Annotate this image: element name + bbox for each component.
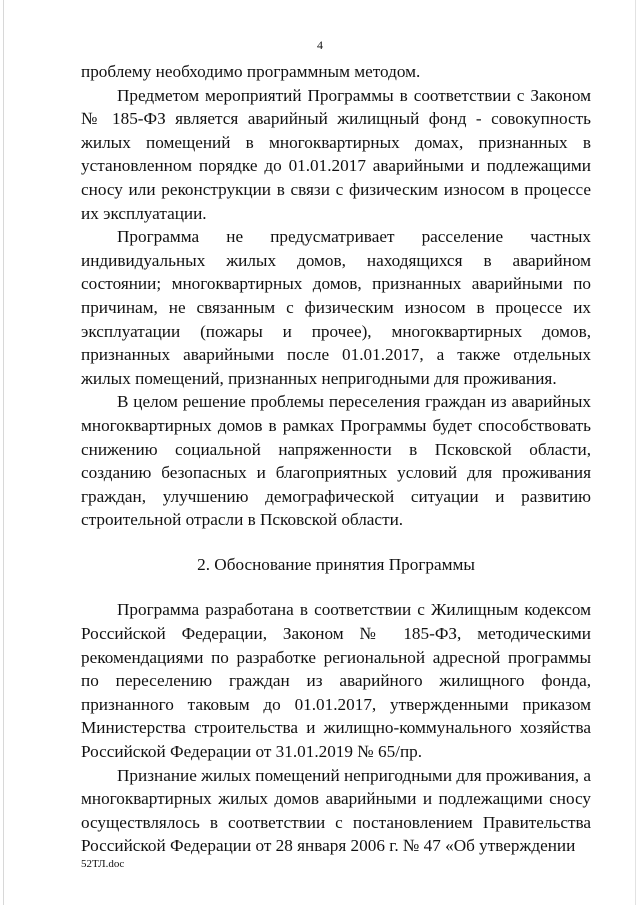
section-heading: 2. Обоснование принятия Программы bbox=[197, 554, 475, 574]
footer-filename: 52ТЛ.doc bbox=[81, 858, 125, 870]
paragraph-subject: Предметом мероприятий Программы в соответствии с Законом № 185-ФЗ является аварийный жилищный фонд - совокупность жилых помещений в многоквартирных домах, признанных в установленном порядке до 01.01.2017 аварийными и подлежащими сносу или реконструкции в связи с физическим износом в процессе их эксплуатации. bbox=[81, 85, 591, 223]
page-number: 4 bbox=[317, 38, 323, 52]
scan-edge-left bbox=[3, 0, 4, 905]
paragraph-legal-basis: Программа разработана в соответствии с Жилищным кодексом Российской Федерации, Законом № 185-ФЗ, методическими рекомендациями по разработке региональной адресной программы по переселению граждан из аварийного жилищного фонда, признанного таковым до 01.01.2017, утвержденными приказом Министерства строительства и жилищно-коммунального хозяйства Российской Федерации от 31.01.2019 № 65/пр. bbox=[81, 600, 591, 762]
scan-edge-right bbox=[635, 0, 636, 905]
paragraph-continuation: проблему необходимо программным методом. bbox=[81, 62, 421, 81]
paragraph-recognition: Признание жилых помещений непригодными для проживания, а многоквартирных жилых домов аварийными и подлежащими сносу осуществлялось в соответствии с постановлением Правительства Российской Федерации от 28 января 2006 г. № 47 «Об утверждении bbox=[81, 765, 591, 856]
document-body bbox=[81, 60, 591, 858]
paragraph-exclusions: Программа не предусматривает расселение частных индивидуальных жилых домов, находящихся в аварийном состоянии; многоквартирных домов, признанных аварийными по причинам, не связанным с физическим износом в процессе их эксплуатации (пожары и прочее), многоквартирных домов, признанных аварийными после 01.01.2017, а также отдельных жилых помещений, признанных непригодными для проживания. bbox=[81, 227, 591, 388]
paragraph-outcome: В целом решение проблемы переселения граждан из аварийных многоквартирных домов в рамках Программы будет способствовать снижению социальной напряженности в Псковской области, созданию безопасных и благоприятных условий для проживания граждан, улучшению демографической ситуации и развитию строительной отрасли в Псковской области. bbox=[81, 392, 591, 530]
